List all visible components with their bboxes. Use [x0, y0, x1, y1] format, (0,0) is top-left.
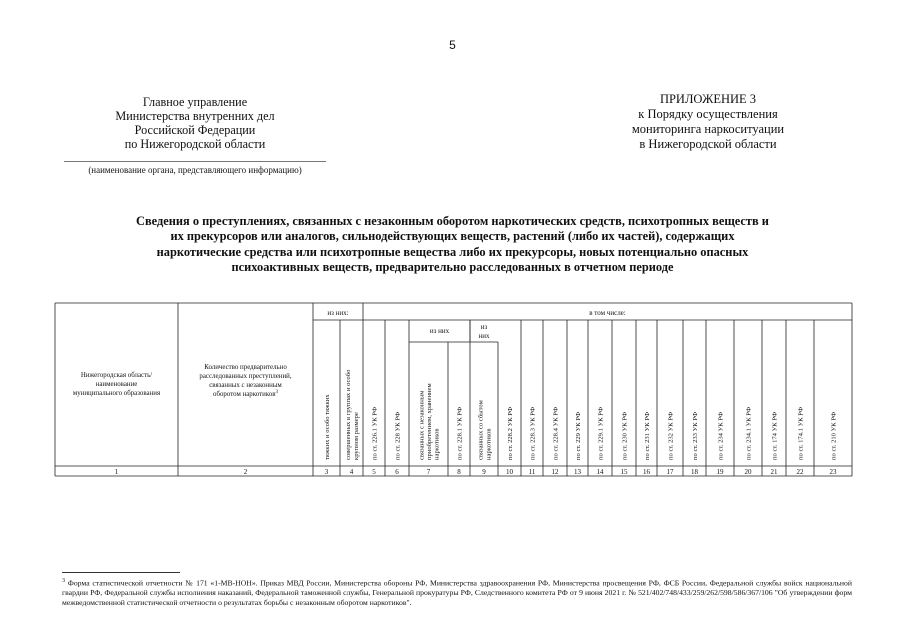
- column-1-header: Нижегородская область/: [80, 372, 153, 379]
- column-7-header: приобретением, хранением: [426, 383, 433, 460]
- column-number: 4: [349, 468, 354, 476]
- column-5-header: по ст. 226.1 УК РФ: [371, 406, 379, 460]
- appendix-line: в Нижегородской области: [639, 137, 777, 151]
- footnote-separator: [62, 572, 180, 573]
- column-number: 20: [744, 468, 752, 476]
- column-number: 21: [770, 468, 778, 476]
- report-title-line: их прекурсоров или аналогов, сильнодействующих веществ, растений (либо их частей), содержащих: [170, 229, 735, 244]
- column-22-header: по ст. 174.1 УК РФ: [797, 406, 805, 460]
- group-header-iz-nih: из них:: [327, 309, 349, 317]
- column-13-header: по ст. 229 УК РФ: [575, 411, 582, 460]
- column-number: 2: [243, 468, 248, 476]
- column-number: 3: [324, 468, 329, 476]
- column-number: 11: [528, 468, 536, 476]
- column-2-header: связанных с незаконным: [209, 382, 282, 389]
- column-9-header: связанных со сбытом: [477, 400, 485, 460]
- column-number: 1: [114, 468, 119, 476]
- column-2-header: оборотом наркотиков$^3$: [213, 390, 278, 398]
- column-number: 13: [574, 468, 581, 476]
- sub-header-iz-nih-2: них: [478, 332, 490, 340]
- column-12-header: по ст. 228.4 УК РФ: [552, 406, 560, 460]
- column-number: 14: [596, 468, 604, 476]
- column-number: 9: [482, 468, 486, 476]
- column-8-header: по ст. 228.1 УК РФ: [456, 406, 464, 460]
- organization-line: Главное управление: [142, 95, 248, 109]
- column-4-header: крупном размере: [352, 412, 360, 460]
- column-2-header: Количество предварительно: [204, 364, 287, 371]
- column-number: 10: [506, 468, 513, 476]
- footnote: [62, 577, 852, 608]
- column-14-header: по ст. 229.1 УК РФ: [597, 406, 605, 460]
- column-number: 7: [426, 468, 431, 476]
- column-20-header: по ст. 234.1 УК РФ: [745, 406, 753, 460]
- column-11-header: по ст. 228.3 УК РФ: [529, 406, 537, 460]
- column-number: 12: [551, 468, 559, 476]
- column-4-header: совершенных в группах и особо: [345, 369, 353, 460]
- column-1-header: муниципального образования: [72, 390, 161, 397]
- column-23-header: по ст. 210 УК РФ: [830, 411, 838, 460]
- column-21-header: по ст. 174 УК РФ: [771, 411, 779, 460]
- footnote-text: Форма статистической отчетности № 171 «1-МВ-НОН». Приказ МВД России, Министерства обороны РФ, Министерства здравоохранения РФ, Министерства просвещения РФ, ФСБ России, Федеральной службы войск национальной гвардии РФ, Федеральной службы исполнения наказаний, Федеральной таможенной службы, Генеральной прокуратуры РФ, Следственного комитета РФ от 9 июня 2021 г. № 521/402/748/433/259/262/598/586/367/106 "Об утверждении форм межведомственной статистической отчетности о результатах борьбы с незаконным оборотом наркотиков".: [62, 578, 852, 607]
- report-title-line: психоактивных веществ, предварительно расследованных в отчетном периоде: [231, 260, 674, 275]
- column-15-header: по ст. 230 УК РФ: [621, 411, 629, 460]
- organization-caption: (наименование органа, представляющего информацию): [88, 165, 302, 175]
- column-number: 6: [395, 468, 399, 476]
- column-number: 22: [796, 468, 804, 476]
- column-number: 19: [716, 468, 724, 476]
- column-3-header: тяжких и особо тяжких: [324, 394, 331, 460]
- organization-line: Российской Федерации: [134, 123, 256, 137]
- column-2-header: расследованных преступлений,: [199, 373, 292, 380]
- column-6-header: по ст. 228 УК РФ: [394, 411, 402, 460]
- column-7-header: наркотиков: [433, 428, 441, 460]
- column-18-header: по ст. 233 УК РФ: [692, 411, 699, 460]
- column-number: 23: [829, 468, 837, 476]
- column-number: 16: [643, 468, 650, 476]
- column-number: 18: [691, 468, 698, 476]
- column-number: 15: [620, 468, 628, 476]
- column-10-header: по ст. 228.2 УК РФ: [507, 406, 514, 460]
- column-number: 17: [666, 468, 674, 476]
- column-number: 5: [372, 468, 376, 476]
- group-header-v-tom-chisle: в том числе:: [589, 309, 626, 317]
- column-7-header: связанных с незаконным: [418, 390, 426, 460]
- sub-header-iz-nih: из них: [429, 327, 450, 335]
- column-19-header: по ст. 234 УК РФ: [717, 411, 725, 460]
- column-2-footnote-ref: 3: [275, 390, 278, 395]
- appendix-line: ПРИЛОЖЕНИЕ 3: [659, 92, 757, 106]
- footnote-mark: 3: [62, 578, 65, 584]
- report-title-line: наркотические средства или психотропные вещества либо их прекурсоры, новых потенциально опасных: [156, 244, 749, 259]
- appendix-line: к Порядку осуществления: [638, 107, 778, 121]
- organization-line: по Нижегородской области: [124, 137, 266, 151]
- sub-header-iz-nih-2: из: [480, 323, 488, 331]
- page-number: 5: [449, 38, 456, 52]
- appendix-line: мониторинга наркоситуации: [631, 122, 785, 136]
- column-9-header: наркотиков: [485, 428, 493, 460]
- organization-line: Министерства внутренних дел: [115, 109, 275, 123]
- column-number: 8: [457, 468, 461, 476]
- report-title-line: Сведения о преступлениях, связанных с незаконным оборотом наркотических средств, психотропных веществ и: [136, 214, 769, 228]
- column-16-header: по ст. 231 УК РФ: [644, 411, 651, 460]
- column-17-header: по ст. 232 УК РФ: [667, 411, 675, 460]
- column-1-header: наименование: [95, 381, 138, 388]
